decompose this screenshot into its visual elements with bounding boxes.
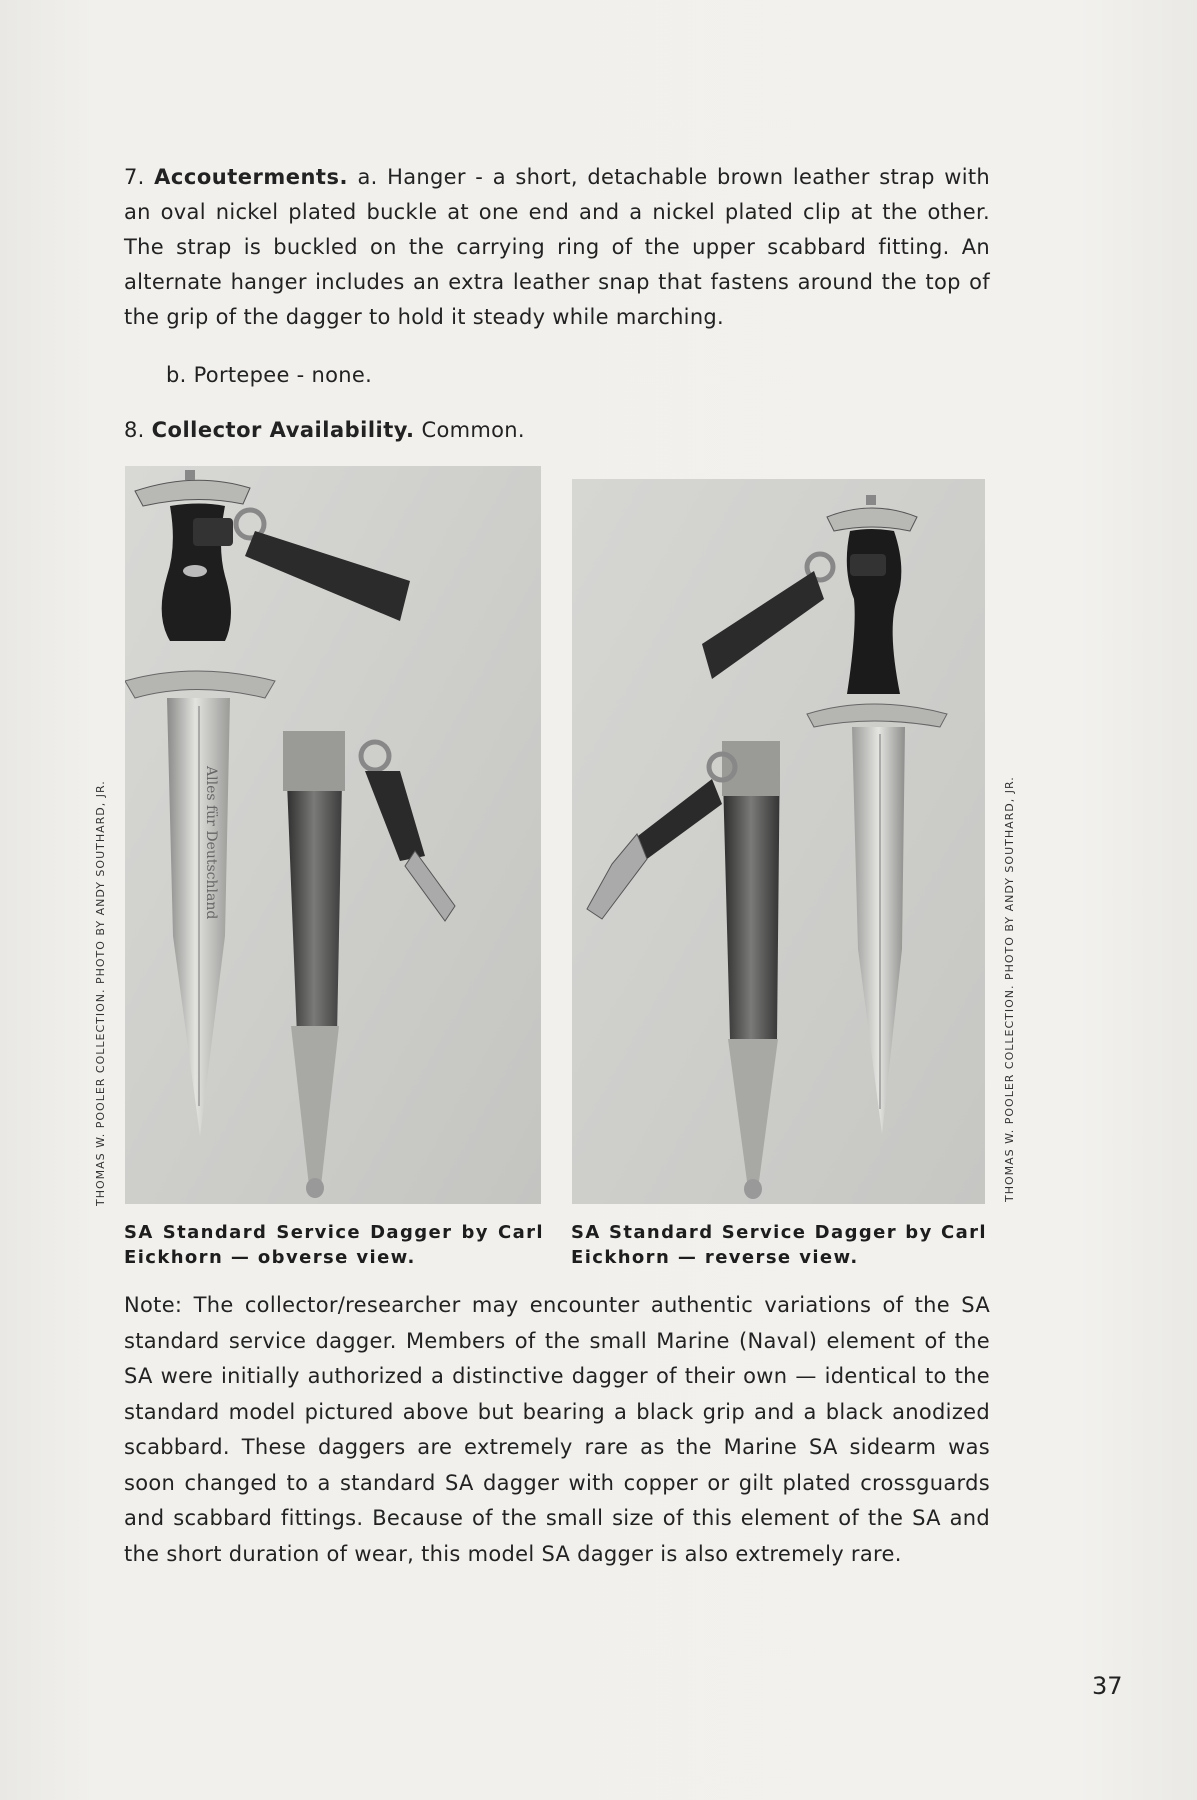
section-7-number: 7. [124,165,145,189]
page-number: 37 [1092,1672,1123,1700]
section-8-heading: Collector Availability. [151,418,415,442]
caption-reverse: SA Standard Service Dagger by Carl Eickhorn — reverse view. [571,1222,987,1268]
section-8-number: 8. [124,418,145,442]
caption-obverse: SA Standard Service Dagger by Carl Eickhorn — obverse view. [124,1222,544,1268]
section-8-collector-availability [124,413,990,448]
photo-credit-left: THOMAS W. POOLER COLLECTION. PHOTO BY ANDY SOUTHARD, JR. [94,780,107,1206]
section-7-accouterments [124,160,990,335]
note-paragraph: Note: The collector/researcher may encounter authentic variations of the SA standard service dagger. Members of the small Marine (Naval) element of the SA were initially authorized a distinctive dagger of their own — identical to the standard model pictured above but bearing a black grip and a black anodized scabbard. These daggers are extremely rare as the Marine SA sidearm was soon changed to a standard SA dagger with copper or gilt plated crossguards and scabbard fittings. Because of the small size of this element of the SA and the short duration of wear, this model SA dagger is also extremely rare. [124,1293,990,1566]
section-8-text: Common. [421,418,525,442]
section-7-text: a. Hanger - a short, detachable brown leather strap with an oval nickel plated buckle at one end and a nickel plated clip at the other. The strap is buckled on the carrying ring of the upper scabbard fitting. An alternate hanger includes an extra leather snap that fastens around the top of the grip of the dagger to hold it steady while marching. [124,165,991,329]
svg-text:Alles für Deutschland: Alles für Deutschland [203,766,219,920]
section-7b-portepee: b. Portepee - none. [166,363,373,387]
photo-credit-right: THOMAS W. POOLER COLLECTION. PHOTO BY ANDY SOUTHARD, JR. [1003,776,1016,1202]
section-7-heading: Accouterments. [154,165,348,189]
dagger-photo-obverse [125,466,541,1204]
dagger-photo-reverse [572,479,985,1204]
